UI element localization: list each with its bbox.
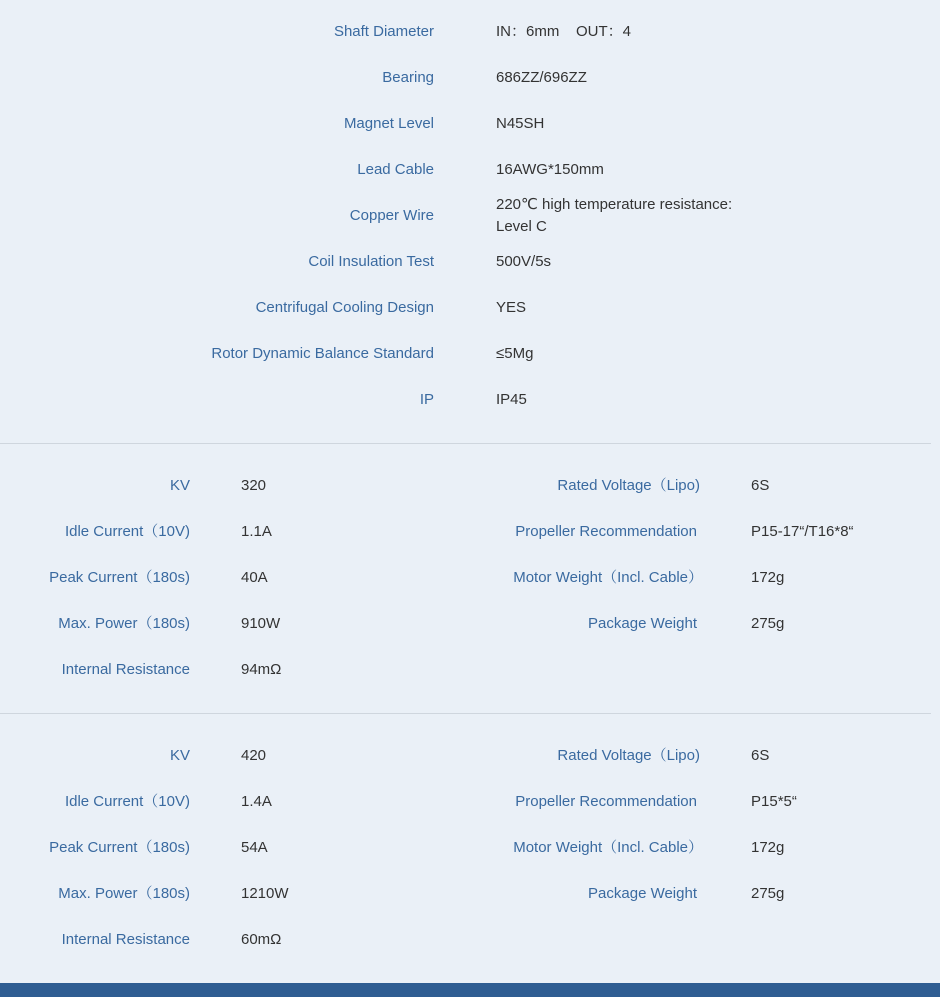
package-weight-label: Package Weight xyxy=(588,885,697,902)
rated-voltage-label: Rated Voltage（Lipo) xyxy=(557,747,700,764)
rotor-balance-label: Rotor Dynamic Balance Standard xyxy=(211,345,434,362)
peak-current-label: Peak Current（180s) xyxy=(49,569,190,586)
ip-value: IP45 xyxy=(496,391,527,408)
motor-weight-value: 172g xyxy=(751,839,785,856)
coil-insulation-label: Coil Insulation Test xyxy=(308,253,434,270)
lead-cable-label: Lead Cable xyxy=(357,161,434,178)
centrifugal-cooling-value: YES xyxy=(496,299,527,316)
idle-current-value: 1.4A xyxy=(241,793,272,810)
motor-weight-value: 172g xyxy=(751,569,785,586)
copper-wire-value xyxy=(496,194,916,238)
rated-voltage-value: 6S xyxy=(751,747,770,764)
section-divider xyxy=(0,713,931,714)
propeller-label: Propeller Recommendation xyxy=(515,523,697,540)
copper-wire-value-line2: Level C xyxy=(496,218,547,235)
internal-resistance-label: Internal Resistance xyxy=(61,661,190,678)
package-weight-label: Package Weight xyxy=(588,615,697,632)
package-weight-value: 275g xyxy=(751,615,785,632)
bearing-label: Bearing xyxy=(382,69,434,86)
section-divider xyxy=(0,443,931,444)
motor-weight-label: Motor Weight（Incl. Cable） xyxy=(513,569,703,586)
ip-label: IP xyxy=(419,391,434,408)
shaft-diameter-label: Shaft Diameter xyxy=(333,23,434,40)
magnet-level-label: Magnet Level xyxy=(343,115,434,132)
max-power-value: 1210W xyxy=(241,885,289,902)
kv-value: 320 xyxy=(241,477,267,494)
coil-insulation-value: 500V/5s xyxy=(496,253,552,270)
peak-current-value: 40A xyxy=(241,569,268,586)
max-power-label: Max. Power（180s) xyxy=(58,885,190,902)
internal-resistance-label: Internal Resistance xyxy=(61,931,190,948)
rated-voltage-value: 6S xyxy=(751,477,770,494)
bearing-value: 686ZZ/696ZZ xyxy=(496,69,587,86)
copper-wire-label: Copper Wire xyxy=(349,207,434,224)
rated-voltage-label: Rated Voltage（Lipo) xyxy=(557,477,700,494)
footer-bar xyxy=(0,983,940,997)
kv-label: KV xyxy=(169,747,190,764)
package-weight-value: 275g xyxy=(751,885,785,902)
magnet-level-value: N45SH xyxy=(496,115,545,132)
motor-weight-label: Motor Weight（Incl. Cable） xyxy=(513,839,703,856)
kv-value: 420 xyxy=(241,747,267,764)
copper-wire-value-line1: 220℃ high temperature resistance: xyxy=(496,196,733,213)
lead-cable-value: 16AWG*150mm xyxy=(496,161,604,178)
peak-current-label: Peak Current（180s) xyxy=(49,839,190,856)
max-power-label: Max. Power（180s) xyxy=(58,615,190,632)
propeller-label: Propeller Recommendation xyxy=(515,793,697,810)
rotor-balance-value: ≤5Mg xyxy=(496,345,534,362)
idle-current-value: 1.1A xyxy=(241,523,272,540)
internal-resistance-value: 60mΩ xyxy=(241,931,282,948)
internal-resistance-value: 94mΩ xyxy=(241,661,282,678)
centrifugal-cooling-label: Centrifugal Cooling Design xyxy=(255,299,434,316)
propeller-value: P15-17“/T16*8“ xyxy=(751,523,854,540)
max-power-value: 910W xyxy=(241,615,281,632)
peak-current-value: 54A xyxy=(241,839,268,856)
kv-label: KV xyxy=(169,477,190,494)
idle-current-label: Idle Current（10V) xyxy=(64,793,190,810)
propeller-value: P15*5“ xyxy=(751,793,797,810)
shaft-diameter-value: IN：6mm OUT：4 xyxy=(496,23,632,40)
idle-current-label: Idle Current（10V) xyxy=(64,523,190,540)
